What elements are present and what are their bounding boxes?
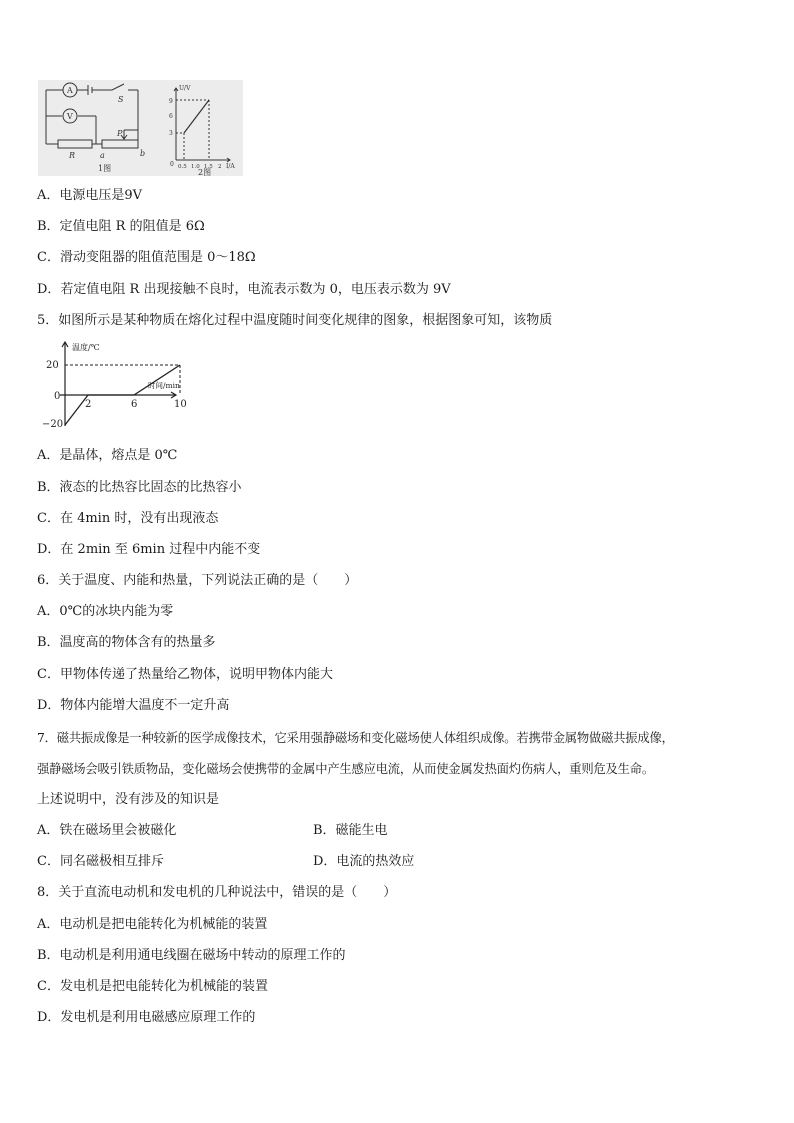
q4-option-d: D．若定值电阻 R 出现接触不良时，电流表示数为 0，电压表示数为 9V [37,282,451,297]
q7-stem-line-2: 强静磁场会吸引铁质物品，变化磁场会使携带的金属中产生感应电流，从而使金属发热面灼伤病人，重则危及生命。 [37,762,654,776]
ui-origin: 0 [170,161,174,168]
resistor-label: R [69,151,76,160]
q6-option-a: A．0℃的冰块内能为零 [37,604,174,619]
q5-option-b: B．液态的比热容比固态的比热容小 [37,480,242,495]
q7-option-b: B．磁能生电 [313,823,388,838]
q7-option-c: C．同名磁极相互排斥 [37,854,164,869]
terminal-a-label: a [100,151,105,160]
ui-xtick-0.5: 0.5 [178,164,187,170]
xtick-10: 10 [174,399,187,410]
temp-axis-label: 温度/℃ [72,343,100,352]
q7-stem-line-1: 7．磁共振成像是一种较新的医学成像技术，它采用强静磁场和变化磁场使人体组织成像。若携带金属物做磁共振成像， [37,731,674,745]
xtick-6: 6 [131,399,138,410]
q5-stem: 5．如图所示是某种物质在熔化过程中温度随时间变化规律的图象，根据图象可知，该物质 [37,313,553,328]
q8-option-c: C．发电机是把电能转化为机械能的装置 [37,979,268,994]
q6-option-d: D．物体内能增大温度不一定升高 [37,698,230,713]
fig2-caption: 2图 [198,168,212,176]
q8-option-b: B．电动机是利用通电线圈在磁场中转动的原理工作的 [37,948,346,963]
q6-stem: 6．关于温度、内能和热量，下列说法正确的是（ ） [37,573,358,588]
q7-stem-line-3: 上述说明中，没有涉及的知识是 [37,792,220,807]
terminal-b-label: b [140,149,146,158]
voltmeter-label: V [67,112,73,121]
ui-xlabel: I/A [226,163,235,170]
ui-xtick-1.0: 1.0 [191,164,200,170]
ytick-0: 0 [54,391,61,402]
ui-ytick-9: 9 [169,98,173,105]
q7-option-d: D．电流的热效应 [313,854,415,869]
fig1-caption: 1图 [98,164,112,173]
slider-label: P [117,129,123,138]
ui-xtick-1.5: 1.5 [204,164,213,170]
q5-option-d: D．在 2min 至 6min 过程中内能不变 [37,542,261,557]
q5-option-a: A．是晶体，熔点是 0℃ [37,448,178,463]
ui-ytick-6: 6 [169,113,173,120]
switch-label: S [118,95,124,104]
ui-ytick-3: 3 [169,130,173,137]
ytick-minus-20: −20 [42,419,64,430]
q8-option-d: D．发电机是利用电磁感应原理工作的 [37,1010,256,1025]
ui-xtick-2: 2 [218,164,222,170]
q4-option-c: C．滑动变阻器的阻值范围是 0～18Ω [37,250,256,265]
q6-option-b: B．温度高的物体含有的热量多 [37,635,216,650]
time-axis-label: 时间/min [148,381,180,390]
q4-option-a: A．电源电压是9V [37,188,143,203]
ui-ylabel: U/V [179,85,191,92]
xtick-2: 2 [85,399,92,410]
q5-option-c: C．在 4min 时，没有出现液态 [37,511,219,526]
ammeter-label: A [67,86,73,95]
q4-figure [38,80,243,176]
q8-stem: 8．关于直流电动机和发电机的几种说法中，错误的是（ ） [37,885,397,900]
q8-option-a: A．电动机是把电能转化为机械能的装置 [37,917,268,932]
temperature-time-graph [30,338,210,438]
q6-option-c: C．甲物体传递了热量给乙物体，说明甲物体内能大 [37,667,333,682]
q4-option-b: B．定值电阻 R 的阻值是 6Ω [37,219,205,234]
q7-option-a: A．铁在磁场里会被磁化 [37,823,177,838]
ytick-20: 20 [46,360,59,371]
